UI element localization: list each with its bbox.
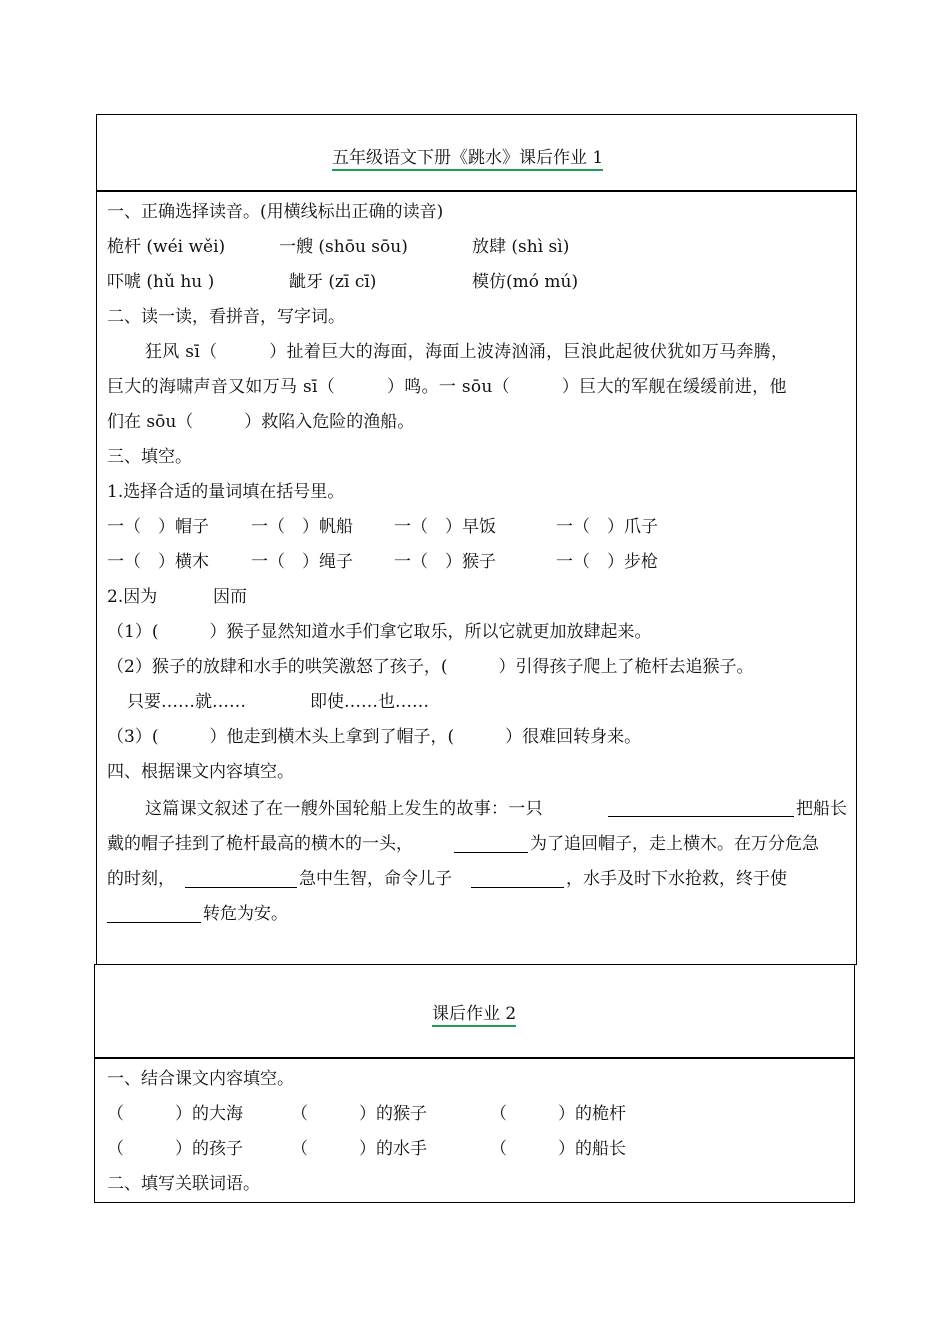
fill-blank[interactable] bbox=[454, 836, 528, 853]
s4-text: 转危为安。 bbox=[203, 904, 288, 924]
s2-paragraph-line: 们在 sōu（ ）救陷入危险的渔船。 bbox=[107, 412, 415, 432]
s4-heading: 四、根据课文内容填空。 bbox=[107, 762, 294, 782]
conjunction-sentence: （3）( ）他走到横木头上拿到了帽子，( ）很难回转身来。 bbox=[107, 727, 642, 747]
measure-word-item: 一（ ）爪子 bbox=[556, 517, 658, 537]
s3-q1: 1.选择合适的量词填在括号里。 bbox=[107, 482, 345, 502]
conjunction-sentence: （2）猴子的放肆和水手的哄笑激怒了孩子，( ）引得孩子爬上了桅杆去追猴子。 bbox=[107, 657, 754, 677]
measure-word-item: 一（ ）步枪 bbox=[556, 552, 658, 572]
s1-row1-item: 一艘 (shōu sōu) bbox=[279, 237, 408, 257]
s1-row1-item: 放肆 (shì sì) bbox=[472, 237, 570, 257]
hw2-fill-item: （ ）的水手 bbox=[291, 1139, 427, 1159]
s1-row2-item: 龇牙 (zī cī) bbox=[289, 272, 377, 292]
hw1-title: 五年级语文下册《跳水》课后作业 1 bbox=[332, 143, 603, 171]
fill-blank[interactable] bbox=[107, 906, 201, 923]
s2-heading: 二、读一读，看拼音，写字词。 bbox=[107, 307, 345, 327]
hw2-fill-item: （ ）的船长 bbox=[490, 1139, 626, 1159]
fill-blank[interactable] bbox=[608, 800, 794, 817]
measure-word-item: 一（ ）猴子 bbox=[394, 552, 496, 572]
s1-row2-item: 模仿(mó mú) bbox=[472, 272, 579, 292]
measure-word-item: 一（ ）帽子 bbox=[107, 517, 209, 537]
fill-blank[interactable] bbox=[471, 871, 564, 888]
conjunction-sentence: （1）( ）猴子显然知道水手们拿它取乐，所以它就更加放肆起来。 bbox=[107, 622, 652, 642]
s2-paragraph-line: 狂风 sī（ ）扯着巨大的海面，海面上波涛汹涌，巨浪此起彼伏犹如万马奔腾， bbox=[145, 342, 789, 362]
s1-heading: 一、正确选择读音。(用横线标出正确的读音) bbox=[107, 202, 444, 222]
hw2-s1-heading: 一、结合课文内容填空。 bbox=[107, 1069, 294, 1089]
measure-word-item: 一（ ）帆船 bbox=[251, 517, 353, 537]
s1-row2-item: 吓唬 (hǔ hu ) bbox=[107, 272, 215, 292]
measure-word-item: 一（ ）绳子 bbox=[251, 552, 353, 572]
s3-heading: 三、填空。 bbox=[107, 447, 192, 467]
hw2-fill-item: （ ）的大海 bbox=[107, 1104, 243, 1124]
s4-text: 把船长 bbox=[796, 799, 847, 819]
fill-blank[interactable] bbox=[185, 871, 297, 888]
hw2-fill-item: （ ）的孩子 bbox=[107, 1139, 243, 1159]
s2-paragraph-line: 巨大的海啸声音又如万马 sī（ ）鸣。一 sōu（ ）巨大的军舰在缓缓前进，他 bbox=[107, 377, 787, 397]
measure-word-item: 一（ ）横木 bbox=[107, 552, 209, 572]
s4-text: 急中生智，命令儿子 bbox=[299, 869, 452, 889]
s1-row1-item: 桅杆 (wéi wěi) bbox=[107, 237, 226, 257]
s4-text: 这篇课文叙述了在一艘外国轮船上发生的故事：一只 bbox=[145, 799, 543, 819]
measure-word-item: 一（ ）早饭 bbox=[394, 517, 496, 537]
hw2-s2-heading: 二、填写关联词语。 bbox=[107, 1174, 260, 1194]
hw2-fill-item: （ ）的猴子 bbox=[291, 1104, 427, 1124]
s4-text: 戴的帽子挂到了桅杆最高的横木的一头， bbox=[107, 834, 413, 854]
s4-text: 的时刻， bbox=[107, 869, 175, 889]
s4-text: 为了追回帽子，走上横木。在万分危急 bbox=[530, 834, 819, 854]
conjunction-word: 只要……就…… bbox=[127, 692, 246, 712]
s4-text: ，水手及时下水抢救，终于使 bbox=[566, 869, 787, 889]
conjunction-word: 即使……也…… bbox=[310, 692, 429, 712]
conjunction-word: 因而 bbox=[213, 587, 247, 607]
hw2-fill-item: （ ）的桅杆 bbox=[490, 1104, 626, 1124]
hw2-title: 课后作业 2 bbox=[432, 999, 516, 1027]
conjunction-word: 2.因为 bbox=[107, 587, 158, 607]
